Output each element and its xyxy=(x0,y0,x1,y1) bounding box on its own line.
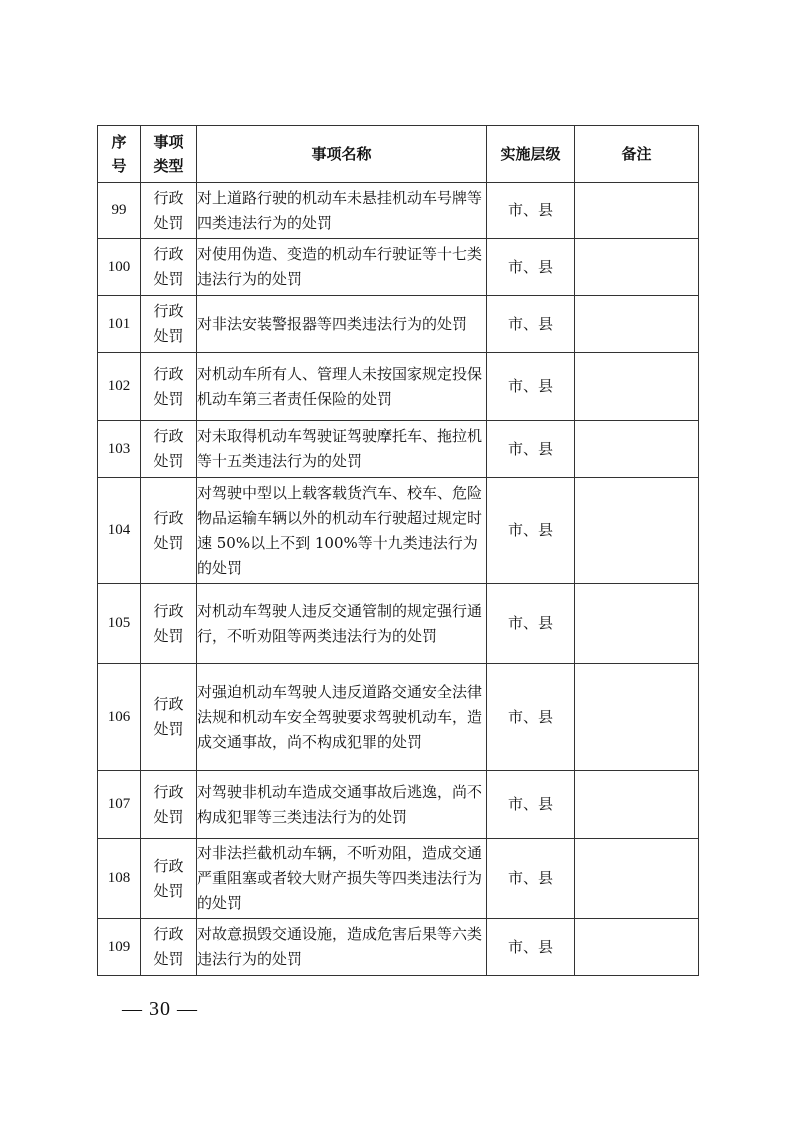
table-body xyxy=(98,183,699,976)
row-level: 市、县 xyxy=(487,421,575,478)
row-seq: 108 xyxy=(98,839,141,919)
header-row xyxy=(98,126,699,183)
row-name: 对机动车驾驶人违反交通管制的规定强行通行，不听劝阻等两类违法行为的处罚 xyxy=(197,584,487,664)
row-note xyxy=(575,421,699,478)
row-type: 行政处罚 xyxy=(141,584,197,664)
table-row xyxy=(98,771,699,839)
table-row xyxy=(98,839,699,919)
table-row xyxy=(98,584,699,664)
row-type: 行政处罚 xyxy=(141,296,197,353)
row-type: 行政处罚 xyxy=(141,353,197,421)
items-table xyxy=(97,125,699,976)
row-note xyxy=(575,771,699,839)
row-name: 对机动车所有人、管理人未按国家规定投保机动车第三者责任保险的处罚 xyxy=(197,353,487,421)
row-seq: 103 xyxy=(98,421,141,478)
row-level: 市、县 xyxy=(487,839,575,919)
row-level: 市、县 xyxy=(487,919,575,976)
row-type: 行政处罚 xyxy=(141,478,197,584)
row-seq: 99 xyxy=(98,183,141,239)
row-name: 对使用伪造、变造的机动车行驶证等十七类违法行为的处罚 xyxy=(197,239,487,296)
row-name: 对非法安装警报器等四类违法行为的处罚 xyxy=(197,296,487,353)
table-row xyxy=(98,421,699,478)
table-row xyxy=(98,183,699,239)
page-number: — 30 — xyxy=(122,998,198,1020)
row-name: 对上道路行驶的机动车未悬挂机动车号牌等四类违法行为的处罚 xyxy=(197,183,487,239)
table-row xyxy=(98,239,699,296)
row-seq: 107 xyxy=(98,771,141,839)
header-seq: 序号 xyxy=(98,126,141,183)
table-row xyxy=(98,919,699,976)
row-note xyxy=(575,584,699,664)
row-note xyxy=(575,183,699,239)
row-name: 对故意损毁交通设施，造成危害后果等六类违法行为的处罚 xyxy=(197,919,487,976)
row-seq: 106 xyxy=(98,664,141,771)
row-seq: 105 xyxy=(98,584,141,664)
header-name: 事项名称 xyxy=(197,126,487,183)
row-note xyxy=(575,919,699,976)
row-type: 行政处罚 xyxy=(141,839,197,919)
row-note xyxy=(575,353,699,421)
row-note xyxy=(575,239,699,296)
row-level: 市、县 xyxy=(487,183,575,239)
header-note: 备注 xyxy=(575,126,699,183)
table-row xyxy=(98,353,699,421)
row-type: 行政处罚 xyxy=(141,664,197,771)
row-type: 行政处罚 xyxy=(141,183,197,239)
header-level: 实施层级 xyxy=(487,126,575,183)
row-level: 市、县 xyxy=(487,771,575,839)
row-seq: 109 xyxy=(98,919,141,976)
row-name: 对驾驶非机动车造成交通事故后逃逸，尚不构成犯罪等三类违法行为的处罚 xyxy=(197,771,487,839)
row-seq: 102 xyxy=(98,353,141,421)
row-level: 市、县 xyxy=(487,353,575,421)
row-name: 对强迫机动车驾驶人违反道路交通安全法律法规和机动车安全驾驶要求驾驶机动车，造成交通事故，尚不构成犯罪的处罚 xyxy=(197,664,487,771)
header-type: 事项类型 xyxy=(141,126,197,183)
table-row xyxy=(98,296,699,353)
row-seq: 104 xyxy=(98,478,141,584)
table-row xyxy=(98,664,699,771)
row-level: 市、县 xyxy=(487,584,575,664)
row-note xyxy=(575,478,699,584)
row-note xyxy=(575,839,699,919)
row-name: 对驾驶中型以上载客载货汽车、校车、危险物品运输车辆以外的机动车行驶超过规定时速 50%以上不到 100%等十九类违法行为的处罚 xyxy=(197,478,487,584)
row-seq: 101 xyxy=(98,296,141,353)
row-name: 对非法拦截机动车辆，不听劝阻，造成交通严重阻塞或者较大财产损失等四类违法行为的处罚 xyxy=(197,839,487,919)
row-type: 行政处罚 xyxy=(141,239,197,296)
row-type: 行政处罚 xyxy=(141,771,197,839)
row-level: 市、县 xyxy=(487,664,575,771)
row-type: 行政处罚 xyxy=(141,919,197,976)
row-seq: 100 xyxy=(98,239,141,296)
row-level: 市、县 xyxy=(487,478,575,584)
table-row xyxy=(98,478,699,584)
row-level: 市、县 xyxy=(487,239,575,296)
row-name: 对未取得机动车驾驶证驾驶摩托车、拖拉机等十五类违法行为的处罚 xyxy=(197,421,487,478)
row-level: 市、县 xyxy=(487,296,575,353)
row-note xyxy=(575,296,699,353)
row-note xyxy=(575,664,699,771)
row-type: 行政处罚 xyxy=(141,421,197,478)
